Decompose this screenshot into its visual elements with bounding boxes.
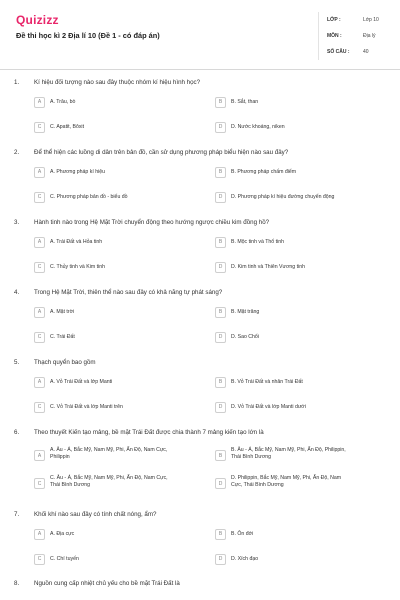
- option-a[interactable]: [34, 165, 204, 179]
- option-text: B. Phương pháp chấm điểm: [231, 168, 297, 175]
- option-letter-badge: C: [34, 478, 45, 489]
- quizizz-logo: Quizizz: [16, 13, 59, 27]
- option-b[interactable]: [215, 95, 390, 109]
- option-letter-badge: B: [215, 167, 226, 178]
- option-c[interactable]: [34, 260, 204, 274]
- option-d[interactable]: [215, 473, 390, 495]
- question-number: 7.: [14, 511, 20, 518]
- option-c[interactable]: [34, 330, 204, 344]
- option-d[interactable]: [215, 260, 390, 274]
- option-text-line-2: Cực, Thái Bình Dương: [231, 481, 284, 488]
- option-text: A. Mặt trời: [50, 308, 75, 315]
- option-d[interactable]: [215, 400, 390, 414]
- option-text: A. Vỏ Trái Đất và lớp Manti: [50, 378, 113, 385]
- option-text: C. Thủy tinh và Kim tinh: [50, 263, 105, 270]
- option-text: [50, 475, 168, 488]
- question-text: Thạch quyển bao gồm: [34, 359, 96, 366]
- meta-class-value: Lớp 10: [363, 17, 379, 23]
- question-number: 2.: [14, 149, 20, 156]
- option-c[interactable]: [34, 120, 204, 134]
- question-text: Trong Hệ Mặt Trời, thiên thể nào sau đây có khả năng tự phát sáng?: [34, 289, 223, 296]
- option-b[interactable]: [215, 445, 390, 467]
- question-text: Hành tinh nào trong Hệ Mặt Trời chuyển động theo hướng ngược chiều kim đồng hồ?: [34, 219, 270, 226]
- option-text: D. Xích đạo: [231, 555, 259, 562]
- option-letter-badge: B: [215, 377, 226, 388]
- option-text: A. Trâu, bò: [50, 98, 76, 105]
- option-letter-badge: A: [34, 97, 45, 108]
- option-letter-badge: C: [34, 122, 45, 133]
- option-text-line-2: Thái Bình Dương: [231, 453, 272, 460]
- option-text: B. Mộc tinh và Thổ tinh: [231, 238, 284, 245]
- option-letter-badge: A: [34, 167, 45, 178]
- option-a[interactable]: [34, 305, 204, 319]
- option-letter-badge: C: [34, 262, 45, 273]
- option-text-line-2: Thái Bình Dương: [50, 481, 91, 488]
- option-b[interactable]: [215, 235, 390, 249]
- option-text: B. Ôn đới: [231, 530, 254, 537]
- option-letter-badge: A: [34, 529, 45, 540]
- option-letter-badge: D: [215, 478, 226, 489]
- option-letter-badge: C: [34, 554, 45, 565]
- page-title: Đề thi học kì 2 Địa lí 10 (Đề 1 - có đáp án): [16, 31, 160, 40]
- option-text: B. Mặt trăng: [231, 308, 260, 315]
- option-c[interactable]: [34, 473, 204, 495]
- question-number: 3.: [14, 219, 20, 226]
- question-text: Để thể hiện các luồng di dân trên bản đồ, cần sử dụng phương pháp biểu hiện nào sau đây?: [34, 149, 289, 156]
- option-a[interactable]: [34, 95, 204, 109]
- option-letter-badge: B: [215, 97, 226, 108]
- option-b[interactable]: [215, 165, 390, 179]
- option-letter-badge: C: [34, 402, 45, 413]
- option-c[interactable]: [34, 552, 204, 566]
- option-d[interactable]: [215, 120, 390, 134]
- meta-class-label: LỚP :: [327, 17, 341, 23]
- option-b[interactable]: [215, 375, 390, 389]
- option-letter-badge: B: [215, 307, 226, 318]
- header-divider: [0, 69, 400, 70]
- meta-count-row: [327, 44, 390, 60]
- option-text: C. Chí tuyến: [50, 555, 79, 562]
- option-text: [231, 475, 341, 488]
- option-text: B. Vỏ Trái Đất và nhân Trái Đất: [231, 378, 303, 385]
- question-text: Kí hiệu đối tượng nào sau đây thuộc nhóm kí hiệu hình học?: [34, 79, 201, 86]
- option-letter-badge: A: [34, 450, 45, 461]
- question-number: 5.: [14, 359, 20, 366]
- question-text: Nguồn cung cấp nhiệt chủ yếu cho bề mặt Trái Đất là: [34, 580, 180, 587]
- option-text: C. Phương pháp bản đồ - biểu đồ: [50, 193, 128, 200]
- question-number: 8.: [14, 580, 20, 587]
- option-a[interactable]: [34, 445, 204, 467]
- question-text: Khối khí nào sau đây có tính chất nóng, ẩm?: [34, 511, 157, 518]
- option-a[interactable]: [34, 527, 204, 541]
- option-letter-badge: B: [215, 450, 226, 461]
- question-text: Theo thuyết Kiến tạo mảng, bề mặt Trái Đất được chia thành 7 mảng kiến tạo lớn là: [34, 429, 264, 436]
- option-text: B. Sắt, than: [231, 98, 259, 105]
- option-letter-badge: D: [215, 262, 226, 273]
- meta-count-value: 40: [363, 49, 369, 55]
- question-number: 6.: [14, 429, 20, 436]
- option-text-line-1: D. Philippin, Bắc Mỹ, Nam Mỹ, Phi, Ấn Độ, Nam: [231, 475, 342, 481]
- option-d[interactable]: [215, 190, 390, 204]
- option-b[interactable]: [215, 527, 390, 541]
- option-c[interactable]: [34, 190, 204, 204]
- option-b[interactable]: [215, 305, 390, 319]
- meta-subject-label: MÔN :: [327, 33, 342, 39]
- option-letter-badge: C: [34, 192, 45, 203]
- option-text: A. Phương pháp kí hiệu: [50, 168, 106, 175]
- option-letter-badge: B: [215, 237, 226, 248]
- meta-subject-row: [327, 28, 390, 44]
- option-text: D. Nước khoáng, niken: [231, 123, 285, 130]
- option-text: C. Apatit, Bôxit: [50, 123, 85, 130]
- option-letter-badge: D: [215, 332, 226, 343]
- option-text: [50, 447, 167, 460]
- option-text-line-1: C. Âu - Á, Bắc Mỹ, Nam Mỹ, Phi, Ấn Độ, Nam Cực,: [50, 475, 168, 481]
- option-a[interactable]: [34, 375, 204, 389]
- option-text: D. Vỏ Trái Đất và lớp Manti dưới: [231, 403, 306, 410]
- option-letter-badge: A: [34, 377, 45, 388]
- option-text: A. Trái Đất và Hỏa tinh: [50, 238, 103, 245]
- option-d[interactable]: [215, 330, 390, 344]
- option-text-line-1: B. Âu - Á, Bắc Mỹ, Nam Mỹ, Phi, Ấn Độ, Philippin,: [231, 447, 346, 453]
- option-text: [231, 447, 346, 460]
- option-text: C. Vỏ Trái Đất và lớp Manti trên: [50, 403, 123, 410]
- worksheet-header: [0, 0, 400, 66]
- question-number: 4.: [14, 289, 20, 296]
- option-text: D. Kim tinh và Thiên Vương tinh: [231, 263, 305, 270]
- option-letter-badge: D: [215, 122, 226, 133]
- option-text: D. Sao Chổi: [231, 333, 259, 340]
- question-number: 1.: [14, 79, 20, 86]
- option-text: A. Địa cực: [50, 530, 75, 537]
- option-letter-badge: A: [34, 237, 45, 248]
- option-d[interactable]: [215, 552, 390, 566]
- option-text: C. Trái Đất: [50, 333, 75, 340]
- option-text: D. Phương pháp kí hiệu đường chuyển động: [231, 193, 335, 200]
- option-letter-badge: D: [215, 554, 226, 565]
- worksheet-meta: [318, 12, 390, 60]
- option-letter-badge: C: [34, 332, 45, 343]
- option-text-line-2: Philippin: [50, 453, 70, 460]
- option-text-line-1: A. Âu - Á, Bắc Mỹ, Nam Mỹ, Phi, Ấn Độ, Nam Cực,: [50, 447, 168, 453]
- option-a[interactable]: [34, 235, 204, 249]
- option-letter-badge: D: [215, 402, 226, 413]
- option-letter-badge: D: [215, 192, 226, 203]
- option-c[interactable]: [34, 400, 204, 414]
- meta-count-label: SỐ CÂU :: [327, 49, 350, 55]
- option-letter-badge: B: [215, 529, 226, 540]
- meta-class-row: [327, 12, 390, 28]
- meta-subject-value: Địa lý: [363, 33, 376, 39]
- option-letter-badge: A: [34, 307, 45, 318]
